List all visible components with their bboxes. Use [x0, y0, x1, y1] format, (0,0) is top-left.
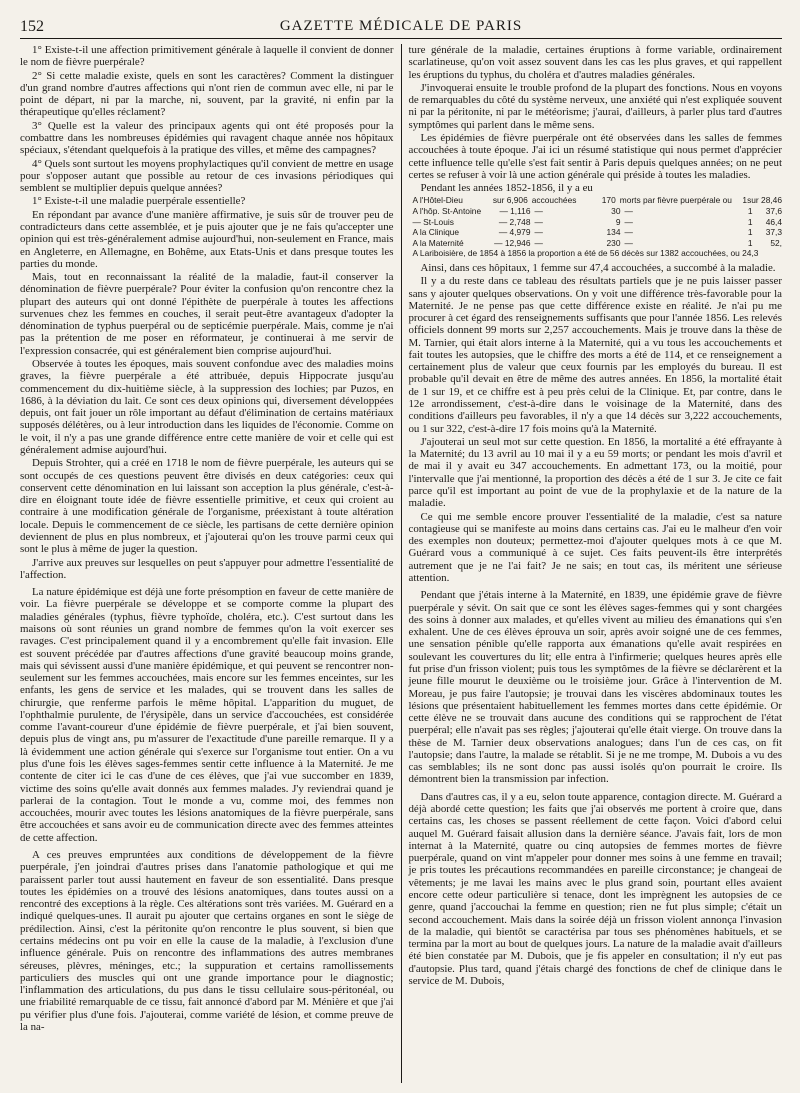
statistics-row — [412, 195, 782, 206]
stat-deaths-label: — — [624, 205, 633, 216]
stat-deaths-label: — — [624, 227, 633, 238]
stat-ratio-one: 1 — [742, 195, 748, 206]
paragraph: Il y a du reste dans ce tableau des résultats partiels que je ne puis laisser passer sans y ajouter quelques observations. On y voit une différence très-favorable pour la Maternité. Je ne pense pas que cette différence existe en réalité. Je n'ai pu me procurer à cet égard des renseignements suffisants que pour l'année 1856. Les relevés officiels donnent 99 morts sur 2,257 accouchements. Mais je trouve dans la thèse de M. Tarnier, qui était alors interne à la Maternité, qui a vu tous les accouchements et fait toutes les autopsies, que le chiffre des morts a été de 114, et ce renseignement a certainement plus de valeur que ceux fournis par les employés du bureau. Il est probable qu'il devait en être de même des autres années. En 1856, la mortalité était de 1 sur 19, et ce chiffre est à peu près celui de la Clinique. Et, par contre, dans le 12e arrondissement, c'est-à-dire dans le voisinage de la Maternité, dans des conditions d'ailleurs peu favorables, il n'y a que 14 décès sur 3,222 accouchements, ou 1 sur 322, c'est-à-dire 17 fois moins qu'à la Maternité. — [408, 275, 782, 435]
paragraph: 4° Quels sont surtout les moyens prophylactiques qu'il convient de mettre en usage pour s'opposer autant que possible au retour de ces invasions périodiques qui semblent se multiplier depuis quelque années? — [20, 157, 394, 195]
stat-deaths: 134 — [606, 227, 621, 238]
paragraph: J'arrive aux preuves sur lesquelles on peut s'appuyer pour admettre l'essentialité de l'affection. — [20, 556, 394, 581]
stat-deaths-label: morts par fièvre puerpérale ou — [619, 195, 732, 206]
paragraph: 1° Existe-t-il une affection primitivement générale à laquelle il convient de donner le nom de fièvre puerpérale? — [20, 44, 394, 69]
stat-place: A la Clinique — [412, 227, 460, 238]
stat-deaths-label: — — [624, 216, 633, 227]
stat-ratio-one: 1 — [747, 216, 753, 227]
text-columns — [20, 44, 782, 1083]
stat-ratio: 46,4 — [765, 216, 782, 227]
stat-place: A l'hôp. St-Antoine — [412, 205, 482, 216]
right-column — [401, 44, 782, 1083]
stat-deaths: 230 — [606, 237, 621, 248]
stat-ratio: 37,3 — [765, 227, 782, 238]
paragraph: Observée à toutes les époques, mais souvent confondue avec des maladies moins graves, la fièvre puerpérale a été attribuée, depuis Hippocrate jusqu'au commencement du dix-huitième siècle, à la suppression des lochies; par Puzos, en 1686, à la déviation du lait. Ce sont ces deux opinions qui, diversement développées depuis, ont fait jouer un rôle important au défaut d'élimination de certains matériaux supposés délétères, ou à leur introduction dans les liquides de l'économie. Comme on le voit, il n'y a pas une grande différence entre cette manière de voir et celle qui est généralement admise aujourd'hui. — [20, 358, 394, 456]
page-header — [20, 16, 782, 39]
statistics-row — [412, 238, 782, 249]
stat-births-label: — — [534, 216, 543, 227]
stat-births-label: — — [534, 205, 543, 216]
paragraph: Dans d'autres cas, il y a eu, selon toute apparence, contagion directe. M. Guérard a déjà abordé cette question; les faits que j'ai observés me portent à croire que, dans certains cas, les choses se passent réellement de cette façon. Voici d'abord celui auquel M. Guérard faisait allusion dans la dernière séance. J'avais fait, lors de mon internat à la Maternité, quatre ou cinq autopsies de femmes mortes de fièvre puerpérale, quand on vint m'appeler pour donner mes soins à une femme en travail; je pris toutes les précautions recommandées en pareille circonstance; je changeai de vêtements; je me lavai les mains avec le plus grand soin, pourtant elles avaient encore cette odeur particulière si tenace, dont les imprègnent les autopsies de ce genre, quand j'accouchai la femme en question; rien ne fut plus simple; c'était un second accouchement. Mais dans la soirée déjà un frisson violent annonça l'invasion de la maladie, qui bientôt se caractérisa par tous ses phénomènes habituels, et se termina par la mort au bout de quelques jours. La nature de la maladie avait d'ailleurs été bien constatée par M. Dubois, que je fis appeler en consultation; il n'y eut pas d'autopsie. Plus tard, quand j'étais chargé des fonctions de chef de clinique dans le service de M. Dubois, — [408, 790, 782, 987]
statistics-row — [412, 217, 782, 228]
paragraph: Mais, tout en reconnaissant la réalité de la maladie, faut-il conserver la dénomination de fièvre puerpérale? Pour éviter la confusion qu'on rencontre chez la plupart des auteurs qui ont donné l'épithète de puerpérale à toutes les affections survenues chez les femmes en couches, il serait peut-être avantageux d'adopter la dénomination de typhus puerpéral ou de septicémie puerpérale. Mais, comme je n'ai pas la prétention de me poser en réformateur, je continuerai à me servir de l'expression consacrée, qui est généralement bien comprise aujourd'hui. — [20, 271, 394, 357]
statistics-table — [412, 195, 782, 259]
page-number: 152 — [20, 18, 44, 35]
paragraph: La nature épidémique est déjà une forte présomption en faveur de cette manière de voir. La fièvre puerpérale se développe et se comporte comme la plupart des maladies générales (typhus, fièvre typhoïde, choléra, etc.). C'est surtout dans les maisons où sont réunies un grand nombre de femmes qu'on la voit exercer ses ravages. C'est principalement quand il y a encombrement qu'elle fait invasion. Elle est souvent précédée par d'autres affections d'une gravité beaucoup moins grande, mais qui sévissent aussi d'une manière épidémique, et qui peuvent se rencontrer non-seulement sur les femmes accouchées, mais encore sur les femmes enceintes, sur les enfants, les gens de service et les malades, qui se trouvent dans les salles de chirurgie, que renferme parfois le même hôpital. L'apparition du muguet, de l'ophthalmie purulente, de l'érysipèle, dans un service d'accouchées, est considérée comme l'avant-coureur d'une épidémie de fièvre puerpérale, et j'ai bien souvent, depuis plus de vingt ans, pu m'assurer de l'exactitude d'une pareille remarque. Il y a là évidemment une action générale qui s'exerce sur l'organisme tout entier. On a vu plus d'une fois les élèves sages-femmes sentir cette influence à la Maternité. Je me contente de citer ici le cas d'une de ces élèves, que j'ai vue succomber en 1839, victime des soins qu'elle avait donnés aux femmes malades. J'y reviendrai quand je parlerai de la contagion. Tout le monde a vu, comme moi, des femmes non accouchées, mourir avec toutes les lésions anatomiques de la fièvre puerpérale, sans être accouchées et sans avoir eu de communication directe avec des femmes atteintes de cette affection. — [20, 586, 394, 844]
statistics-row — [412, 227, 782, 238]
stat-ratio-one: 1 — [747, 205, 753, 216]
paragraph: Pendant que j'étais interne à la Maternité, en 1839, une épidémie grave de fièvre puerpérale y sévit. On sait que ce sont les élèves sages-femmes qui y sont chargées des soins à donner aux malades, et qu'elles vivent au milieu des émanations qui s'en exhalent. Une de ces élèves éprouva un soir, après avoir soigné une de ces femmes, une sensation pénible qu'elle rapporta aux émanations qu'elle avait respirées en soulevant les couvertures du lit; elle entra à l'infirmerie; quelques heures après elle fut prise d'un frisson violent; puis tous les symptômes de la fièvre se déclarèrent et la jeune fille mourut le deuxième ou le troisième jour. Grâce à l'intervention de M. Moreau, je pus faire l'autopsie; je trouvai dans les viscères abdominaux toutes les lésions que présentaient habituellement les femmes mortes dans cette épidémie. Or cette élève ne se trouvait dans aucune des conditions qui se rapprochent de l'état puerpéral; elle n'avait pas ses règles; j'ajouterai qu'elle était vierge. On trouve dans la thèse de M. Tarnier deux observations analogues; dans l'un de ces cas, on fit l'autopsie; dans l'autre, la malade se rétablit. Si je ne me trompe, M. Dubois a vu des cas semblables; ils ne sont donc pas aussi isolés qu'on pourrait le croire. Ils démontrent bien la transmission par infection. — [408, 589, 782, 786]
stat-births: — 1,116 — [499, 205, 531, 216]
paragraph: En répondant par avance d'une manière affirmative, je suis sûr de trouver peu de contradicteurs dans cette assemblée, et je puis ajouter que je ne fais qu'accepter une opinion qui est très-généralement admise aujourd'hui, non-seulement en France, mais en Angleterre, en Allemagne, en Bohême, aux Etats-Unis et dans presque toutes les parties du monde. — [20, 208, 394, 270]
stat-place: A la Maternité — [412, 237, 464, 248]
journal-title: GAZETTE MÉDICALE DE PARIS — [279, 18, 523, 34]
stat-births: sur 6,906 — [492, 195, 528, 206]
stat-deaths: 30 — [611, 205, 621, 216]
stat-births: — 2,748 — [498, 216, 531, 227]
paragraph: 3° Quelle est la valeur des principaux agents qui ont été proposés pour la combattre dans les nombreuses épidémies qui ravagent chaque année nos hôpitaux spéciaux, s'étendant quelquefois à la pratique des villes, et même des campagnes? — [20, 119, 394, 157]
paragraph: Ainsi, dans ces hôpitaux, 1 femme sur 47,4 accouchées, a succombé à la maladie. — [420, 261, 776, 274]
paragraph: ture générale de la maladie, certaines éruptions à forme variable, ordinairement scarlatineuse, qu'on voit assez souvent dans les cas les plus graves, et qui rappellent les éruptions du typhus, du choléra et d'autres maladies générales. — [408, 44, 782, 81]
statistics-row — [412, 206, 782, 217]
stat-ratio: 52, — [770, 237, 782, 248]
paragraph: J'ajouterai un seul mot sur cette question. En 1856, la mortalité a été effrayante à la Maternité; du 13 avril au 10 mai il y a eu 59 morts; or pendant les mois d'avril et de mai il y avait eu 347 accouchements. En admettant 173, ou la moitié, pour l'intervalle que j'ai mentionné, la proportion des décès a été de 1 sur 3. Je cite ce fait parce qu'il est important au point de vue de la prophylaxie et de la nature de la maladie. — [408, 435, 782, 510]
stat-deaths: 170 — [601, 195, 616, 206]
stat-deaths: 9 — [615, 216, 621, 227]
left-column — [20, 44, 401, 1083]
stat-births: — 12,946 — [494, 237, 531, 248]
statistics-title: Pendant les années 1852-1856, il y a eu — [420, 182, 593, 195]
stat-place: — St-Louis — [412, 216, 454, 227]
paragraph: J'invoquerai ensuite le trouble profond de la plupart des fonctions. Nous en voyons de remarquables du côté du système nerveux, une anxiété qui n'est expliquée souvent ni par la péritonite, ni par le météorisme; j'aurai, d'ailleurs, à parler plus tard d'autres symptômes qui parlent dans le même sens. — [408, 81, 782, 131]
section-question: 1° Existe-t-il une maladie puerpérale essentielle? — [32, 195, 246, 208]
paragraph: Depuis Strohter, qui a créé en 1718 le nom de fièvre puerpérale, les auteurs qui se sont occupés de ces questions peuvent être divisés en deux catégories: ceux qui conservent cette dénomination en lui laissant son acception la plus générale, c'est-à-dire en éloignant toute idée de fièvre essentielle primitive, et ceux qui croient au contraire à une modification générale de l'organisme, préexistant à toute altération locale. Depuis le commencement de ce siècle, les partisans de cette dernière opinion deviennent de plus en plus nombreux, et j'ajouterai qu'on les trouve parmi ceux qui sont le plus à même de juger la question. — [20, 457, 394, 556]
stat-births: — 4,979 — [498, 227, 531, 238]
stat-deaths-label: — — [624, 237, 633, 248]
stat-births-label: accouchées — [531, 195, 577, 206]
stat-births-label: — — [534, 227, 543, 238]
stat-ratio: 37,6 — [765, 205, 782, 216]
stat-ratio-one: 1 — [747, 237, 753, 248]
paragraph: A ces preuves empruntées aux conditions de développement de la fièvre puerpérale, j'en joindrai d'autres prises dans l'anatomie pathologique et qui me paraissent parler tout aussi hautement en faveur de son essentialité. Dans presque toutes les épidémies on a trouvé des lésions anatomiques, dans toutes aussi on a rencontré des exceptions à la règle. Ces altérations sont très variées. M. Guérard en a indiqué quelques-unes. Il aurait pu ajouter que certains organes en sont le siège de prédilection. Ainsi, c'est la péritonite qu'on rencontre le plus souvent, si bien que certains médecins ont pu voir en elle la cause de la maladie, à l'exclusion d'une influence générale. Puis on rencontre des inflammations des autres membranes séreuses, plèvres, méninges, etc.; la suppuration et certains ramollissements particuliers des muscles qui ont une grande importance pour le diagnostic; l'inflammation des articulations, du pus dans le tissu cellulaire sous-péritonéal, ou une friabilité remarquable de ce tissu, fait annoncé d'abord par M. Ménière et que j'ai pu vérifier plus d'une fois. J'ajouterai, comme variété de lésion, et comme preuve de la na- — [20, 849, 394, 1033]
stat-ratio: sur 28,46 — [747, 195, 782, 206]
stat-ratio-one: 1 — [747, 227, 753, 238]
stat-place: A l'Hôtel-Dieu — [412, 195, 463, 206]
paragraph: Ce qui me semble encore prouver l'essentialité de la maladie, c'est sa nature contagieuse qui se manifeste au moins dans certains cas. J'ai eu le malheur d'en voir des exemples non douteux; permettez-moi d'ajouter quelques mots à ce que M. Guérard vous a communiqué à ce sujet. Ces faits peuvent-ils être interprétés autrement que je ne l'ai fait? Je ne sais; en tout cas, ils méritent une sérieuse attention. — [408, 510, 782, 584]
stat-births-label: — — [534, 237, 543, 248]
paragraph: 2° Si cette maladie existe, quels en sont les caractères? Comment la distinguer d'un grand nombre d'autres affections qui n'ont rien de commun avec elle, ni par le point de départ, ni par la marche, ni, souvent, par la gravité, ni enfin par la thérapeutique qu'elles réclament? — [20, 69, 394, 119]
statistics-footer: A Lariboisière, de 1854 à 1856 la proportion a été de 56 décès sur 1382 accouchées, ou 24,3 — [412, 248, 759, 259]
paragraph: Les épidémies de fièvre puerpérale ont été observées dans les salles de femmes accouchées à toute époque. J'ai ici un résumé statistique qui nous permet d'apprécier cette influence telle qu'elle s'est fait sentir à Paris depuis quelques années; on ne peut certes se refuser à voir là une action générale qui préside à toutes les maladies. — [408, 131, 782, 181]
